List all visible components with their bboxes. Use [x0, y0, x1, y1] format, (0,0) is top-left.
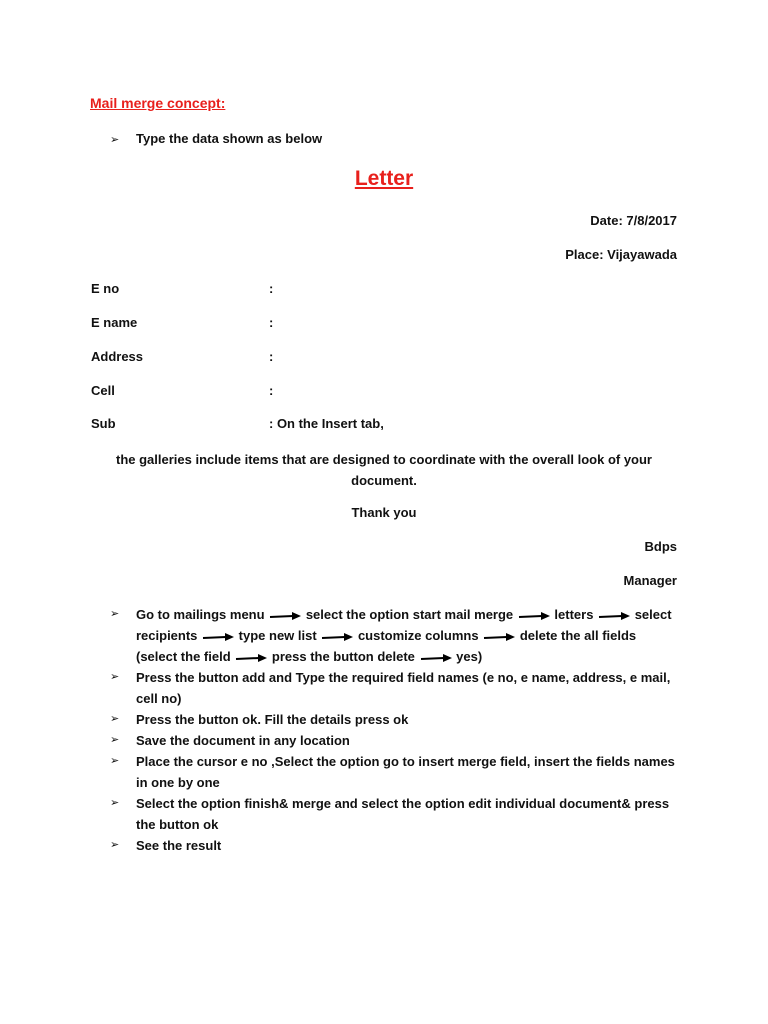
arrowhead-bullet-icon: ➢	[110, 755, 120, 767]
step1-part-i: yes)	[456, 649, 483, 664]
arrowhead-bullet-icon: ➢	[110, 671, 120, 683]
step1-part-a: Go to mailings menu	[136, 607, 265, 622]
list-item	[110, 751, 680, 793]
field-label-ename: E name	[91, 315, 138, 330]
step1-part-f: customize columns	[357, 628, 479, 643]
arrowhead-bullet-icon: ➢	[110, 608, 120, 620]
list-item	[110, 604, 680, 667]
arrowhead-bullet-icon: ➢	[110, 713, 120, 725]
letter-closing: Thank you	[351, 505, 417, 520]
letter-title: Letter	[354, 167, 414, 190]
step1-part-e: type new list	[238, 628, 317, 643]
right-arrow-icon	[269, 611, 301, 621]
list-item	[110, 667, 680, 709]
field-value-eno: :	[269, 281, 274, 296]
arrowhead-bullet-icon: ➢	[110, 797, 120, 809]
right-arrow-icon	[235, 653, 267, 663]
letter-date: Date: 7/8/2017	[590, 213, 677, 228]
step1-part-h: press the button delete	[271, 649, 415, 664]
field-value-ename: :	[269, 315, 274, 330]
step1-part-b: select the option start mail merge	[305, 607, 514, 622]
step7-text: See the result	[136, 838, 222, 853]
arrowhead-bullet-icon: ➢	[110, 134, 120, 146]
field-label-sub: Sub	[91, 416, 116, 431]
step1-part-g: delete the all fields (select the field	[136, 628, 637, 664]
right-arrow-icon	[321, 632, 353, 642]
steps-list	[110, 604, 680, 856]
right-arrow-icon	[202, 632, 234, 642]
step6-text: Select the option finish& merge and select the option edit individual document& press the button ok	[136, 796, 670, 832]
right-arrow-icon	[420, 653, 452, 663]
list-item	[110, 793, 680, 835]
list-item	[110, 709, 680, 730]
step2-text: Press the button add and Type the required field names (e no, e name, address, e mail, cell no)	[136, 670, 671, 706]
step5-text: Place the cursor e no ,Select the option go to insert merge field, insert the fields names in one by one	[136, 754, 675, 790]
field-label-address: Address	[91, 349, 144, 364]
step1-part-d: select recipients	[136, 607, 672, 643]
intro-text: Type the data shown as below	[136, 131, 323, 146]
step3-text: Press the button ok. Fill the details press ok	[136, 712, 409, 727]
arrowhead-bullet-icon: ➢	[110, 839, 120, 851]
list-item	[110, 835, 680, 856]
field-value-sub: : On the Insert tab,	[269, 416, 384, 431]
right-arrow-icon	[598, 611, 630, 621]
letter-role: Manager	[623, 573, 677, 588]
field-label-cell: Cell	[91, 383, 115, 398]
letter-body: the galleries include items that are designed to coordinate with the overall look of your document.	[116, 452, 652, 488]
step1-part-c: letters	[554, 607, 594, 622]
letter-place: Place: Vijayawada	[565, 247, 677, 262]
right-arrow-icon	[518, 611, 550, 621]
field-value-cell: :	[269, 383, 274, 398]
right-arrow-icon	[483, 632, 515, 642]
field-label-eno: E no	[91, 281, 120, 296]
field-value-address: :	[269, 349, 274, 364]
list-item	[110, 730, 680, 751]
section-heading: Mail merge concept:	[90, 95, 226, 111]
letter-org: Bdps	[644, 539, 677, 554]
step4-text: Save the document in any location	[136, 733, 350, 748]
arrowhead-bullet-icon: ➢	[110, 734, 120, 746]
